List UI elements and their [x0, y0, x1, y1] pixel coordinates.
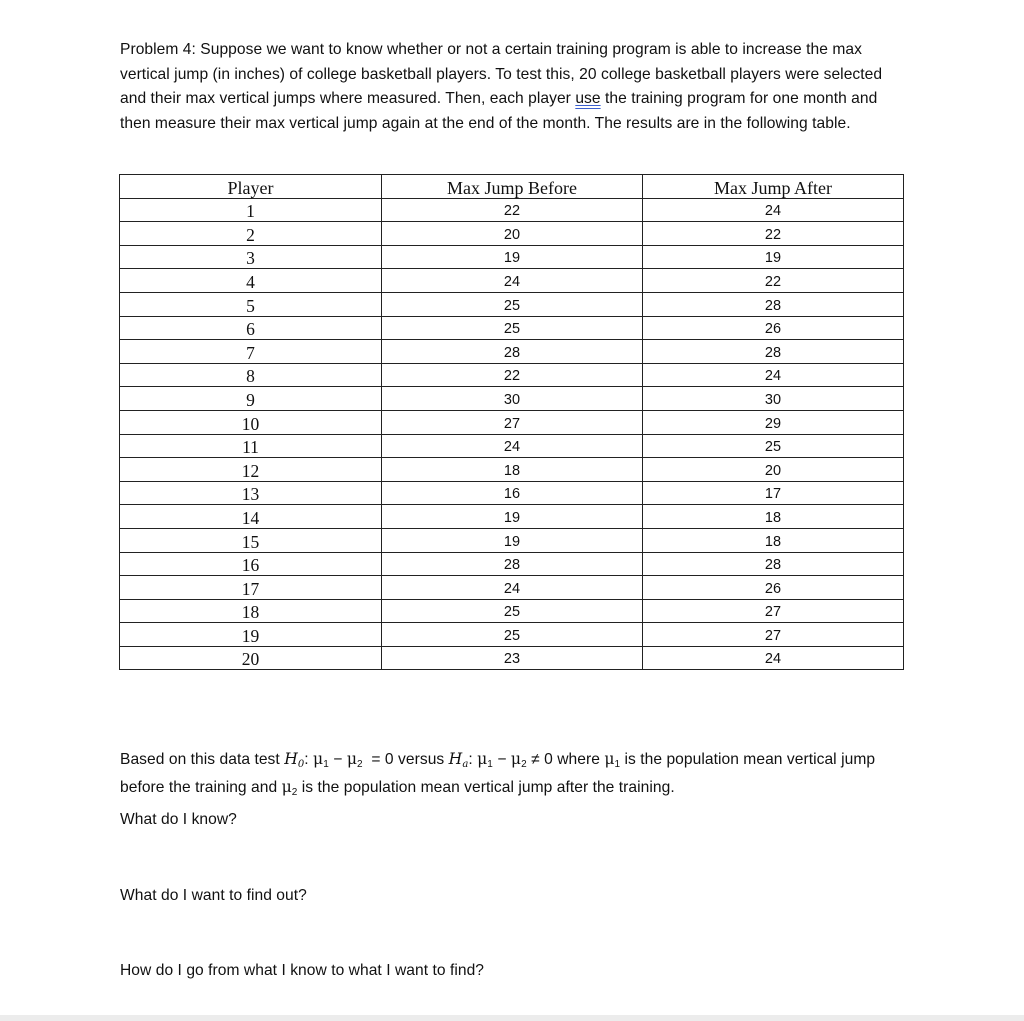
table-row [120, 410, 904, 434]
table-row [120, 363, 904, 387]
where-text: where [552, 751, 605, 768]
cell-max-jump-after: 26 [643, 316, 904, 340]
problem-text-end: the training program for one month and then measure their max vertical jump again at the end of the month. The results are in the following table. [120, 90, 878, 132]
table-row [120, 198, 904, 222]
cell-max-jump-before: 19 [382, 245, 643, 269]
cell-max-jump-before: 22 [382, 363, 643, 387]
cell-max-jump-after: 24 [643, 646, 904, 670]
table-row [120, 646, 904, 670]
cell-max-jump-before: 20 [382, 222, 643, 246]
cell-max-jump-before: 16 [382, 481, 643, 505]
ha-symbol: H [448, 750, 463, 768]
cell-player: 19 [120, 623, 382, 647]
cell-max-jump-after: 22 [643, 269, 904, 293]
colon: : [304, 751, 309, 768]
cell-max-jump-before: 24 [382, 434, 643, 458]
mu-symbol: μ [510, 750, 522, 768]
cell-player: 14 [120, 505, 382, 529]
table-row [120, 340, 904, 364]
table-row [120, 222, 904, 246]
mu-subscript: 2 [521, 759, 527, 770]
cell-max-jump-after: 24 [643, 198, 904, 222]
table-row [120, 505, 904, 529]
cell-player: 18 [120, 599, 382, 623]
cell-max-jump-after: 25 [643, 434, 904, 458]
cell-max-jump-after: 28 [643, 552, 904, 576]
header-player: Player [120, 175, 382, 199]
mu-subscript: 1 [323, 759, 329, 770]
cell-player: 6 [120, 316, 382, 340]
cell-player: 11 [120, 434, 382, 458]
cell-player: 13 [120, 481, 382, 505]
question-how-to-get-there: How do I go from what I know to what I want to find? [120, 962, 485, 979]
h0-symbol: H [284, 750, 298, 768]
table-row [120, 481, 904, 505]
cell-max-jump-before: 28 [382, 552, 643, 576]
mu-symbol: μ [604, 750, 615, 768]
cell-max-jump-before: 30 [382, 387, 643, 411]
cell-max-jump-after: 26 [643, 576, 904, 600]
cell-player: 8 [120, 363, 382, 387]
cell-player: 5 [120, 292, 382, 316]
cell-max-jump-before: 24 [382, 269, 643, 293]
cell-max-jump-before: 25 [382, 623, 643, 647]
cell-max-jump-after: 24 [643, 363, 904, 387]
mu-subscript: 1 [487, 759, 493, 770]
problem-statement [120, 38, 910, 136]
cell-max-jump-before: 19 [382, 505, 643, 529]
ha-subscript: a [462, 759, 469, 770]
cell-max-jump-after: 22 [643, 222, 904, 246]
null-equality: = 0 versus [367, 751, 449, 768]
cell-max-jump-after: 18 [643, 505, 904, 529]
cell-max-jump-after: 29 [643, 410, 904, 434]
cell-max-jump-after: 20 [643, 458, 904, 482]
cell-player: 20 [120, 646, 382, 670]
cell-max-jump-after: 17 [643, 481, 904, 505]
cell-player: 2 [120, 222, 382, 246]
cell-max-jump-before: 24 [382, 576, 643, 600]
header-max-jump-after: Max Jump After [643, 175, 904, 199]
table-row [120, 552, 904, 576]
header-max-jump-before: Max Jump Before [382, 175, 643, 199]
zero-value: 0 [544, 751, 553, 768]
mu-symbol: μ [346, 750, 357, 768]
cell-player: 7 [120, 340, 382, 364]
mu-symbol: μ [313, 750, 324, 768]
mu-symbol: μ [281, 778, 292, 796]
cell-max-jump-after: 27 [643, 623, 904, 647]
minus-sign: − [497, 751, 507, 768]
mu-subscript: 1 [614, 759, 621, 770]
definition-text-2: is the population mean vertical jump after the training. [297, 779, 675, 796]
table-row [120, 458, 904, 482]
cell-max-jump-after: 30 [643, 387, 904, 411]
cell-max-jump-before: 27 [382, 410, 643, 434]
h0-subscript: 0 [297, 759, 305, 770]
mu-subscript: 2 [357, 759, 363, 770]
cell-max-jump-after: 28 [643, 292, 904, 316]
cell-max-jump-before: 25 [382, 292, 643, 316]
cell-player: 12 [120, 458, 382, 482]
not-equal-sign: ≠ [531, 751, 540, 768]
cell-max-jump-before: 18 [382, 458, 643, 482]
cell-player: 1 [120, 198, 382, 222]
minus-sign: − [333, 751, 343, 768]
vertical-jump-table [119, 174, 904, 670]
question-what-do-i-know: What do I know? [120, 811, 237, 828]
table-row [120, 576, 904, 600]
table-row [120, 269, 904, 293]
colon: : [468, 751, 473, 768]
question-what-to-find-out: What do I want to find out? [120, 887, 307, 904]
definition-text-1: is the population mean vertical jump before the training and [120, 751, 876, 796]
cell-max-jump-before: 22 [382, 198, 643, 222]
cell-player: 16 [120, 552, 382, 576]
cell-max-jump-before: 23 [382, 646, 643, 670]
table-row [120, 316, 904, 340]
cell-max-jump-after: 18 [643, 528, 904, 552]
table-header-row [120, 175, 904, 199]
cell-player: 17 [120, 576, 382, 600]
table-row [120, 292, 904, 316]
cell-max-jump-before: 25 [382, 316, 643, 340]
table-row [120, 245, 904, 269]
table-row [120, 434, 904, 458]
mu-subscript: 2 [291, 787, 298, 798]
hypothesis-lead: Based on this data test [120, 751, 285, 768]
page-bottom-edge [0, 1015, 1024, 1021]
table-row [120, 599, 904, 623]
cell-max-jump-before: 28 [382, 340, 643, 364]
cell-player: 10 [120, 410, 382, 434]
cell-player: 4 [120, 269, 382, 293]
table-row [120, 528, 904, 552]
table-row [120, 387, 904, 411]
problem-text-start: Problem 4: Suppose we want to know whether or not a certain training program is able to increase the max vertical jump (in inches) of college basketball players. To test this, 20 college basketball players were selected and their max vertical jumps where measured. Then, each player [120, 41, 883, 107]
cell-max-jump-before: 25 [382, 599, 643, 623]
cell-max-jump-after: 27 [643, 599, 904, 623]
cell-max-jump-before: 19 [382, 528, 643, 552]
cell-max-jump-after: 28 [643, 340, 904, 364]
grammar-flagged-word: use [575, 90, 601, 107]
cell-max-jump-after: 19 [643, 245, 904, 269]
mu-symbol: μ [477, 750, 488, 768]
cell-player: 3 [120, 245, 382, 269]
hypothesis-statement [120, 748, 910, 804]
cell-player: 9 [120, 387, 382, 411]
table-row [120, 623, 904, 647]
cell-player: 15 [120, 528, 382, 552]
